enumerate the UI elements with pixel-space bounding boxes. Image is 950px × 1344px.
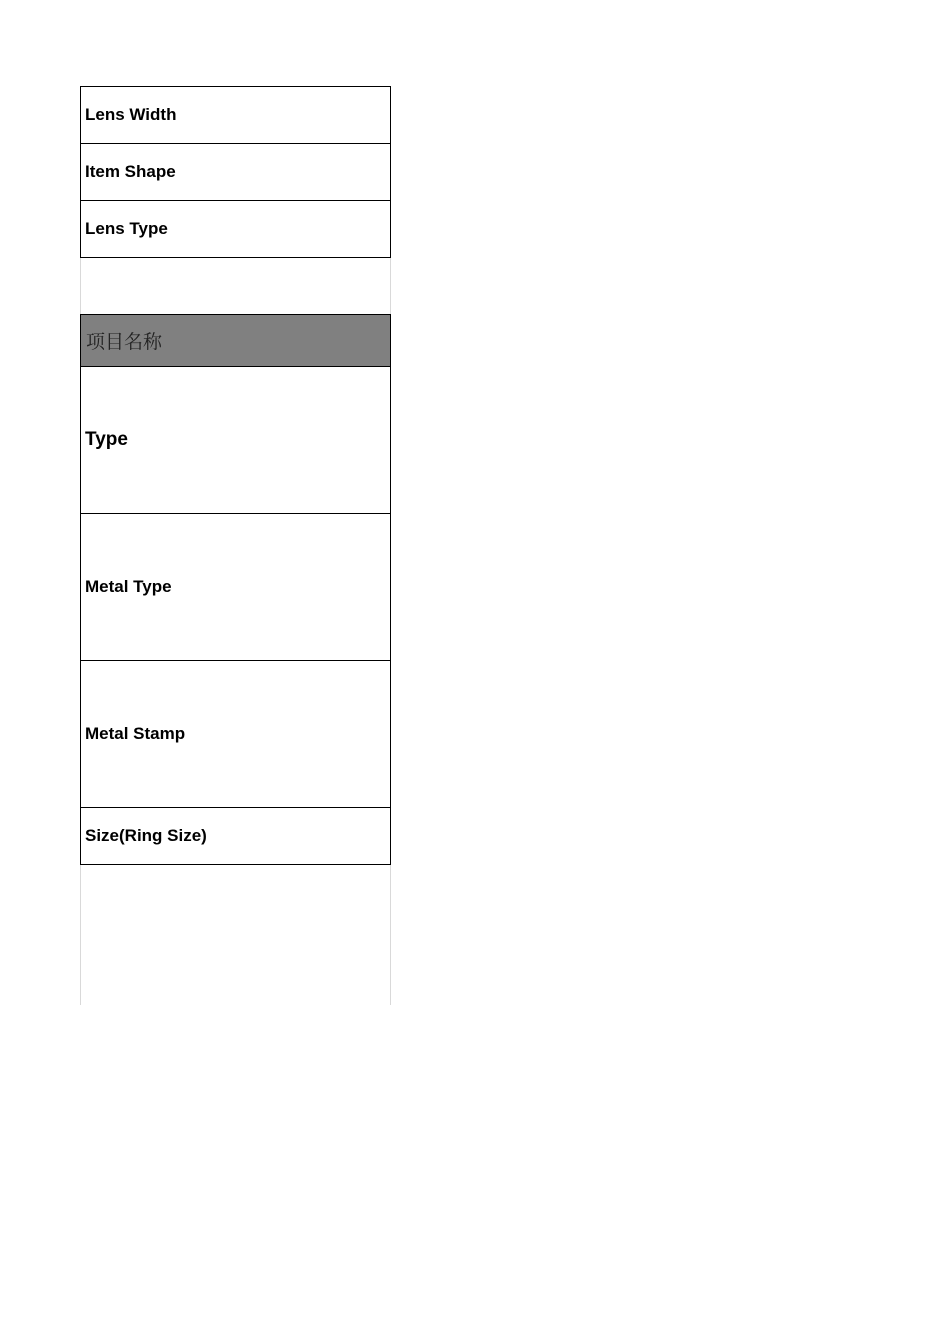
section-header bbox=[80, 314, 391, 367]
row-label: Item Shape bbox=[85, 162, 176, 181]
row-label: Metal Type bbox=[85, 577, 172, 596]
row-metal-stamp bbox=[80, 660, 391, 808]
row-label: Metal Stamp bbox=[85, 724, 186, 743]
row-ring-size bbox=[80, 807, 391, 865]
row-metal-type bbox=[80, 513, 391, 661]
blank-spacer bbox=[80, 865, 391, 1005]
blank-spacer bbox=[80, 258, 391, 314]
row-label: Lens Type bbox=[85, 219, 168, 238]
section-header-label: 项目名称 bbox=[86, 331, 163, 353]
row-lens-width bbox=[80, 86, 391, 144]
row-type bbox=[80, 366, 391, 514]
row-label: Size(Ring Size) bbox=[85, 826, 207, 845]
row-item-shape bbox=[80, 143, 391, 201]
row-label: Lens Width bbox=[85, 105, 177, 124]
row-lens-type bbox=[80, 200, 391, 258]
row-label: Type bbox=[85, 429, 128, 450]
